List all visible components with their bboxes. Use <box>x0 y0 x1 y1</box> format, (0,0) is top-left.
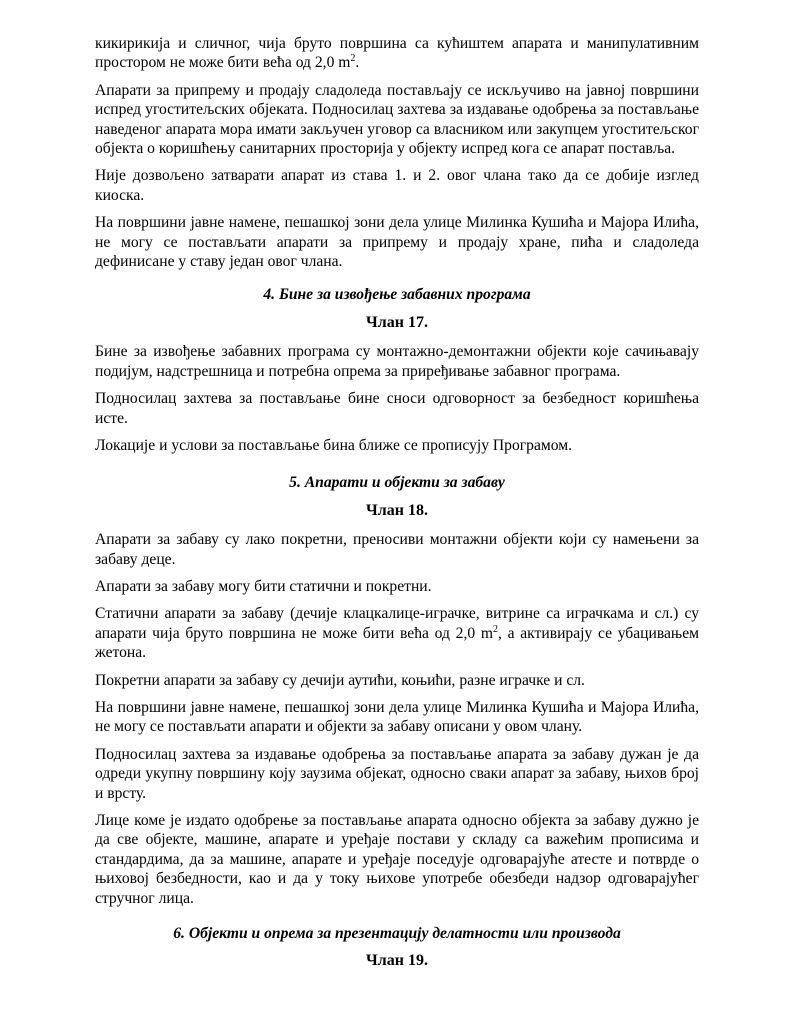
paragraph-12: На површини јавне намене, пешашкој зони дела улице Милинка Кушића и Мајора Илића, не могу се постављати апарати и објекти за забаву описани у овом члану. <box>95 698 699 736</box>
paragraph-10: Статични апарати за забаву (дечије клацкалице-играчке, витрине са играчкама и сл.) су апарати чија бруто површина не може бити већа од 2,0 $m^2$, а активирају се убацивањем жетона. <box>95 605 700 662</box>
document-page <box>95 34 699 981</box>
paragraph-13: Подносилац захтева за издавање одобрења за постављање апарата за забаву дужан је да одреди укупну површину коју заузима објекат, односно сваки апарат за забаву, њихов број и врсту. <box>95 745 699 802</box>
paragraph-9: Апарати за забаву могу бити статични и покретни. <box>95 577 432 595</box>
superscript: 2 <box>493 623 498 635</box>
section-heading-6: 6. Објекти и опрема за презентацију делатности или производа <box>173 925 621 943</box>
article-17-title: Члан 17. <box>366 313 428 331</box>
paragraph-11: Покретни апарати за забаву су дечији аутићи, коњићи, разне играчке и сл. <box>95 671 585 689</box>
paragraph-4: На површини јавне намене, пешашкој зони дела улице Милинка Кушића и Мајора Илића, не могу се постављати апарати за припрему и продају хране, пића и сладоледа дефинисане у ставу један овог члана. <box>95 214 699 271</box>
section-heading-4: 4. Бине за извођење забавних програма <box>263 286 531 304</box>
article-19-title: Члан 19. <box>366 952 428 970</box>
article-18-title: Члан 18. <box>366 501 428 519</box>
paragraph-8: Апарати за забаву су лако покретни, преносиви монтажни објекти који су намењени за забаву деце. <box>95 531 699 568</box>
paragraph-14: Лице коме је издато одобрење за постављање апарата односно објекта за забаву дужно је да све објекте, машине, апарате и уређаје постави у складу са важећим прописима и стандардима, да за машине, апарате и уређаје поседује одговарајуће атесте и потврде о њиховој безбедности, као и да у току њихове употребе обезбеди надзор одговарајућег стручног лица. <box>95 812 699 907</box>
paragraph-7: Локације и услови за постављање бина ближе се прописују Програмом. <box>95 436 573 454</box>
paragraph-3: Није дозвољено затварати апарат из става 1. и 2. овог члана тако да се добије изглед киоска. <box>95 167 699 204</box>
section-heading-5: 5. Апарати и објекти за забаву <box>289 474 505 492</box>
superscript: 2 <box>350 53 356 65</box>
paragraph-5: Бине за извођење забавних програма су монтажно-демонтажни објекти које сачињавају подијум, надстрешница и потребна опрема за приређивање забавног програма. <box>95 343 699 380</box>
paragraph-6: Подносилац захтева за постављање бине сноси одговорност за безбедност коришћења исте. <box>95 390 699 427</box>
paragraph-1: кикирикија и сличног, чија бруто површина са кућиштем апарата и манипулативним простором не може бити већа од 2,0 $m^2$. <box>95 35 699 72</box>
paragraph-2: Апарати за припрему и продају сладоледа постављају се искључиво на јавној површини испред угоститељских објеката. Подносилац захтева за издавање одобрења за постављање наведеног апарата мора имати закључен уговор са власником или закупцем угоститељског објекта о коришћењу санитарних просторија у објекту испред кога се апарат поставља. <box>95 81 699 158</box>
